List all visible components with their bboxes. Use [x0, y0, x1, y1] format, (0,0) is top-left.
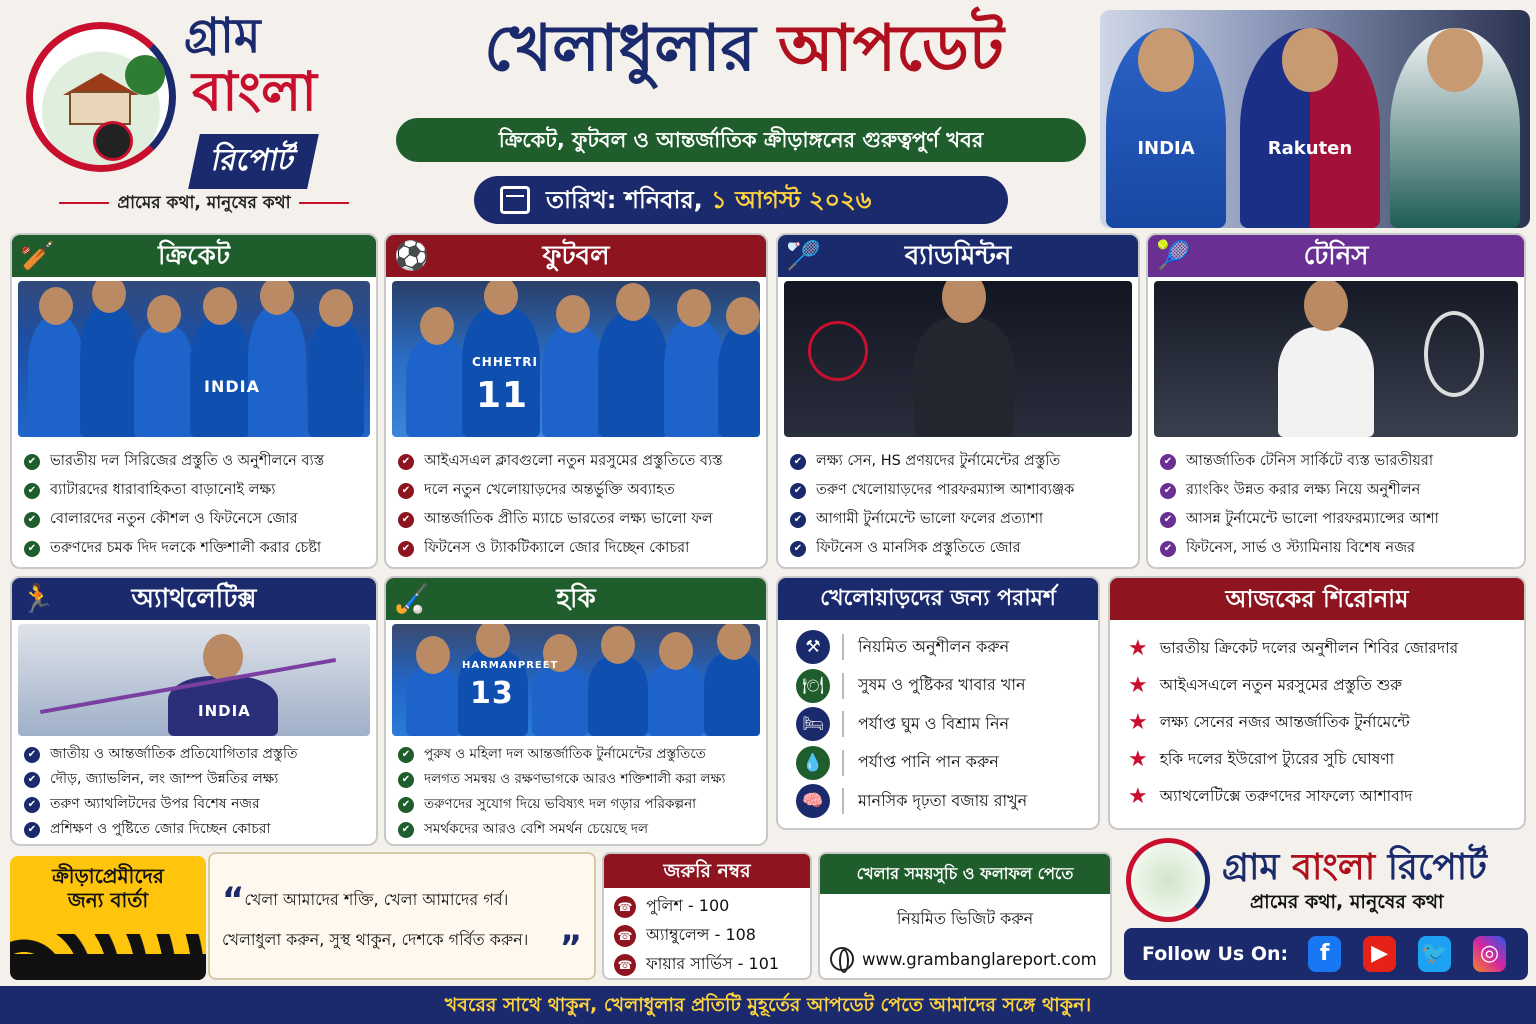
microphone-icon — [93, 121, 133, 161]
emergency-title: জরুরি নম্বর — [604, 854, 810, 888]
globe-icon — [830, 947, 854, 971]
brand-footer-logo — [1122, 838, 1532, 922]
list-item-text: তরুণ খেলোয়াড়দের পারফরম্যান্স আশাব্যঞ্জক — [816, 482, 1075, 498]
list-item-text: তরুণ অ্যাথলিটদের উপর বিশেষ নজর — [50, 796, 260, 812]
emergency-label: পুলিশ - 100 — [646, 896, 730, 915]
list-item-text: আন্তর্জাতিক প্রীতি ম্যাচে ভারতের লক্ষ্য ভালো ফল — [424, 511, 713, 527]
brand-name-line2: বাংলা — [192, 59, 317, 123]
hero-players-image — [1100, 10, 1530, 228]
website-link[interactable] — [820, 947, 1110, 971]
tennis-header — [1148, 235, 1524, 277]
check-icon: ✔ — [790, 512, 806, 528]
list-item — [790, 534, 1132, 563]
star-icon: ★ — [1128, 710, 1148, 735]
twitter-icon[interactable]: 🐦 — [1418, 936, 1451, 972]
hockey-news-list — [386, 736, 766, 842]
badminton-news-list — [778, 437, 1138, 563]
list-item-text: আন্তর্জাতিক টেনিস সার্কিটে ব্যস্ত ভারতীয়রা — [1186, 453, 1434, 469]
list-item-text: বোলারদের নতুন কৌশল ও ফিটনেসে জোর — [50, 511, 298, 527]
list-item — [24, 767, 370, 792]
check-icon: ✔ — [790, 483, 806, 499]
list-item-text: প্রশিক্ষণ ও পুষ্টিতে জোর দিচ্ছেন কোচরা — [50, 821, 271, 837]
emergency-item[interactable] — [604, 921, 810, 950]
phone-icon: ☎ — [614, 925, 636, 947]
badminton-header — [778, 235, 1138, 277]
website-box — [818, 852, 1112, 980]
footballer-figure — [1240, 28, 1380, 228]
list-item — [398, 505, 760, 534]
tip-text: মানসিক দৃঢ়তা বজায় রাখুন — [858, 790, 1028, 810]
list-item-text: লক্ষ্য সেন, HS প্রণয়দের টুর্নামেন্টের প্রস্তুতি — [816, 453, 1061, 469]
hockey-jersey-number: 13 — [470, 676, 514, 711]
list-item-text: দলগত সমন্বয় ও রক্ষণভাগকে আরও শক্তিশালী করা লক্ষ্য — [424, 771, 726, 787]
quote-line2: খেলাধুলা করুন, সুস্থ থাকুন, দেশকে গর্বিত করুন। — [222, 930, 529, 949]
list-item — [24, 817, 370, 842]
check-icon: ✔ — [24, 483, 40, 499]
bed-icon: 🛏 — [796, 707, 830, 741]
list-item-text: তরুণদের সুযোগ দিয়ে ভবিষ্যৎ দল গড়ার পরিকল্পনা — [424, 796, 697, 812]
check-icon: ✔ — [398, 822, 414, 838]
social-bar — [1124, 928, 1528, 980]
check-icon: ✔ — [398, 483, 414, 499]
football-header — [386, 235, 766, 277]
badminton-player-figure — [1390, 28, 1520, 228]
headline-text: ভারতীয় ক্রিকেট দলের অনুশীলন শিবির জোরদার — [1159, 638, 1459, 657]
cricket-card — [10, 233, 378, 569]
emergency-label: ফায়ার সার্ভিস - 101 — [646, 954, 780, 973]
close-quote-icon: ” — [559, 928, 582, 968]
check-icon: ✔ — [24, 772, 40, 788]
phone-icon: ☎ — [614, 896, 636, 918]
fan-quote — [208, 852, 596, 980]
headline-item[interactable] — [1110, 778, 1524, 815]
tennis-player-image — [1154, 281, 1518, 437]
fan-message-title — [10, 856, 206, 912]
list-item-text: দলে নতুন খেলোয়াড়দের অন্তর্ভুক্তি অব্যাহত — [424, 482, 675, 498]
cricket-jersey-text: INDIA — [204, 377, 260, 396]
tip-text: পর্যাপ্ত ঘুম ও বিশ্রাম নিন — [858, 713, 1010, 733]
check-icon: ✔ — [398, 772, 414, 788]
list-item-text: সমর্থকদের আরও বেশি সমর্থন চেয়েছে দল — [424, 821, 649, 837]
list-item-text: আগামী টুর্নামেন্টে ভালো ফলের প্রত্যাশা — [816, 511, 1044, 527]
list-item — [398, 742, 760, 767]
list-item-text: তরুণদের চমক দিদ দলকে শক্তিশালী করার চেষ্টা — [50, 540, 322, 556]
fan-title-line2: জন্য বার্তা — [67, 888, 149, 912]
list-item — [790, 505, 1132, 534]
football-icon: ⚽ — [394, 239, 429, 272]
tennis-ball-icon: 🎾 — [1156, 239, 1191, 272]
headline-item[interactable] — [1110, 630, 1524, 667]
cricket-news-list — [12, 437, 376, 563]
emergency-numbers — [602, 852, 812, 980]
athletics-header — [12, 578, 376, 620]
title-part1: খেলাধুলার — [484, 11, 756, 86]
list-item — [24, 447, 370, 476]
headline-text: হকি দলের ইউরোপ ট্যুরের সুচি ঘোষণা — [1159, 749, 1395, 768]
brand-footer-part2: বাংলা — [1291, 846, 1376, 888]
football-team-image — [392, 281, 760, 437]
brand-footer-tagline: প্রামের কথা, মানুষের কথা — [1250, 891, 1444, 913]
brand-name-line3: রিপোর্ট — [188, 134, 318, 189]
athletics-javelin-image — [18, 624, 370, 736]
check-icon: ✔ — [24, 822, 40, 838]
tip-text: পর্যাপ্ত পানি পান করুন — [858, 752, 999, 772]
list-item-text: আসন্ন টুর্নামেন্টে ভালো পারফরম্যান্সের আশা — [1186, 511, 1439, 527]
brand-footer-part1: গ্রাম — [1222, 846, 1280, 888]
brand-name-line1: গ্রাম — [184, 8, 261, 64]
brand-logo — [14, 8, 374, 220]
badminton-title: ব্যাডমিন্টন — [904, 241, 1012, 271]
footer-banner: খবরের সাথে থাকুন, খেলাধুলার প্রতিটি মুহূর্তের আপডেট পেতে আমাদের সঙ্গে থাকুন। — [0, 986, 1536, 1024]
check-icon: ✔ — [398, 541, 414, 557]
list-item — [398, 447, 760, 476]
list-item — [24, 792, 370, 817]
list-item — [1160, 447, 1518, 476]
check-icon: ✔ — [24, 747, 40, 763]
cricket-title: ক্রিকেট — [158, 241, 230, 271]
cricket-header — [12, 235, 376, 277]
cricket-team-image — [18, 281, 370, 437]
list-item — [790, 447, 1132, 476]
fan-title-line1: ক্রীড়াপ্রেমীদের — [52, 864, 164, 888]
shuttlecock-icon: 🏸 — [786, 239, 821, 272]
website-title: খেলার সময়সুচি ও ফলাফল পেতে — [820, 854, 1110, 894]
athletics-news-list — [12, 736, 376, 842]
tip-item — [778, 744, 1098, 783]
hockey-team-image — [392, 624, 760, 736]
check-icon: ✔ — [398, 454, 414, 470]
list-item-text: দৌড়, জ্যাভলিন, লং জাম্প উন্নতির লক্ষ্য — [50, 771, 279, 787]
check-icon: ✔ — [1160, 483, 1176, 499]
star-icon: ★ — [1128, 636, 1148, 661]
tip-item — [778, 667, 1098, 706]
hockey-header — [386, 578, 766, 620]
dumbbell-icon: ⚒ — [796, 630, 830, 664]
headline-item[interactable] — [1110, 667, 1524, 704]
water-drop-icon: 💧 — [796, 746, 830, 780]
tips-title: খেলোয়াড়দের জন্য পরামর্শ — [778, 578, 1098, 620]
date-bar — [474, 176, 1008, 224]
runner-icon: 🏃 — [20, 582, 55, 615]
instagram-icon[interactable]: ◎ — [1473, 936, 1506, 972]
check-icon: ✔ — [398, 797, 414, 813]
village-emblem-icon — [1126, 838, 1210, 922]
brain-icon: 🧠 — [796, 784, 830, 818]
headlines-card — [1108, 576, 1526, 830]
list-item-text: আইএসএল ক্লাবগুলো নতুন মরসুমের প্রস্তুতিতে ব্যস্ত — [424, 453, 723, 469]
youtube-icon[interactable]: ▶ — [1363, 936, 1396, 972]
list-item — [790, 476, 1132, 505]
hero-jersey-india: INDIA — [1137, 138, 1195, 159]
page-title — [384, 11, 1104, 86]
list-item — [398, 767, 760, 792]
check-icon: ✔ — [24, 512, 40, 528]
tip-text: সুষম ও পুষ্টিকর খাবার খান — [858, 675, 1026, 695]
headline-item[interactable] — [1110, 741, 1524, 778]
cheering-crowd-icon — [10, 934, 206, 980]
list-item-text: ফিটনেস ও ট্যাকটিক্যালে জোর দিচ্ছেন কোচরা — [424, 540, 690, 556]
tip-text: নিয়মিত অনুশীলন করুন — [858, 636, 1010, 656]
star-icon: ★ — [1128, 784, 1148, 809]
list-item — [1160, 534, 1518, 563]
hero-jersey-sponsor: Rakuten — [1267, 138, 1353, 159]
check-icon: ✔ — [1160, 454, 1176, 470]
fan-message-box — [10, 856, 206, 980]
tennis-news-list — [1148, 437, 1524, 563]
football-card — [384, 233, 768, 569]
headline-text: আইএসএলে নতুন মরসুমের প্রস্তুতি শুরু — [1159, 675, 1403, 694]
calendar-icon — [500, 186, 530, 214]
website-url: www.grambanglareport.com — [862, 949, 1097, 969]
list-item-text: পুরুষ ও মহিলা দল আন্তর্জাতিক টুর্নামেন্টের প্রস্তুতিতে — [424, 746, 706, 762]
list-item — [398, 792, 760, 817]
village-emblem-icon — [26, 22, 176, 172]
quote-line1: খেলা আমাদের শক্তি, খেলা আমাদের গর্ব। — [244, 890, 509, 909]
tip-item — [778, 628, 1098, 667]
follow-label: Follow Us On: — [1142, 943, 1289, 965]
list-item-text: ভারতীয় দল সিরিজের প্রস্তুতি ও অনুশীলনে ব্যস্ত — [50, 453, 325, 469]
facebook-icon[interactable]: f — [1308, 936, 1341, 972]
star-icon: ★ — [1128, 673, 1148, 698]
hockey-stick-icon: 🏑 — [394, 582, 429, 615]
list-item — [398, 534, 760, 563]
athletics-jersey-text: INDIA — [198, 702, 251, 720]
date-value: ১ আগস্ট ২০২৬ — [711, 186, 872, 214]
hockey-jersey-name: HARMANPREET — [462, 660, 559, 671]
list-item — [24, 476, 370, 505]
check-icon: ✔ — [398, 747, 414, 763]
list-item — [398, 476, 760, 505]
title-part2: আপডেট — [778, 11, 1004, 86]
headlines-title: আজকের শিরোনাম — [1110, 578, 1524, 620]
football-jersey-name: CHHETRI — [472, 355, 538, 369]
football-news-list — [386, 437, 766, 563]
brand-tagline: প্রামের কথা, মানুষের কথা — [34, 190, 374, 218]
list-item — [398, 817, 760, 842]
headline-text: লক্ষ্য সেনের নজর আন্তর্জাতিক টুর্নামেন্টে — [1159, 712, 1410, 731]
website-visit-text: নিয়মিত ভিজিট করুন — [896, 909, 1034, 928]
check-icon: ✔ — [24, 797, 40, 813]
food-icon: 🍽 — [796, 669, 830, 703]
emergency-item[interactable] — [604, 892, 810, 921]
tennis-card — [1146, 233, 1526, 569]
list-item — [24, 505, 370, 534]
emergency-label: অ্যাম্বুলেন্স - 108 — [646, 925, 756, 944]
page-subtitle: ক্রিকেট, ফুটবল ও আন্তর্জাতিক ক্রীড়াঙ্গনের গুরুত্বপুর্ণ খবর — [396, 118, 1086, 162]
date-label: তারিখ: শনিবার, — [546, 186, 703, 214]
badminton-card — [776, 233, 1140, 569]
list-item-text: ব্যাটারদের ধারাবাহিকতা বাড়ানোই লক্ষ্য — [50, 482, 276, 498]
emergency-item[interactable] — [604, 950, 810, 979]
athletics-card — [10, 576, 378, 846]
check-icon: ✔ — [1160, 541, 1176, 557]
cricket-bat-icon: 🏏 — [20, 239, 55, 272]
athletics-title: অ্যাথলেটিক্স — [131, 584, 257, 614]
badminton-player-image — [784, 281, 1132, 437]
check-icon: ✔ — [790, 541, 806, 557]
hockey-title: হকি — [556, 584, 596, 614]
tip-item — [778, 782, 1098, 821]
player-tips-card — [776, 576, 1100, 830]
tennis-title: টেনিস — [1303, 241, 1369, 271]
football-title: ফুটবল — [542, 241, 610, 271]
list-item-text: ফিটনেস ও মানসিক প্রস্তুতিতে জোর — [816, 540, 1021, 556]
list-item — [24, 534, 370, 563]
list-item-text: র‍্যাংকিং উন্নত করার লক্ষ্য নিয়ে অনুশীলন — [1186, 482, 1421, 498]
football-jersey-number: 11 — [476, 375, 529, 416]
check-icon: ✔ — [790, 454, 806, 470]
tip-item — [778, 705, 1098, 744]
check-icon: ✔ — [24, 454, 40, 470]
brand-footer-part3: রিপোর্ট — [1387, 846, 1487, 888]
hockey-card — [384, 576, 768, 846]
phone-icon: ☎ — [614, 954, 636, 976]
check-icon: ✔ — [24, 541, 40, 557]
open-quote-icon: “ — [222, 880, 245, 920]
list-item — [1160, 476, 1518, 505]
headline-text: অ্যাথলেটিক্সে তরুণদের সাফল্যে আশাবাদ — [1159, 786, 1413, 805]
list-item — [1160, 505, 1518, 534]
check-icon: ✔ — [1160, 512, 1176, 528]
list-item-text: ফিটনেস, সার্ভ ও স্ট্যামিনায় বিশেষ নজর — [1186, 540, 1416, 556]
star-icon: ★ — [1128, 747, 1148, 772]
headline-item[interactable] — [1110, 704, 1524, 741]
list-item — [24, 742, 370, 767]
cricketer-figure — [1106, 28, 1226, 228]
list-item-text: জাতীয় ও আন্তর্জাতিক প্রতিযোগিতার প্রস্তুতি — [50, 746, 298, 762]
check-icon: ✔ — [398, 512, 414, 528]
